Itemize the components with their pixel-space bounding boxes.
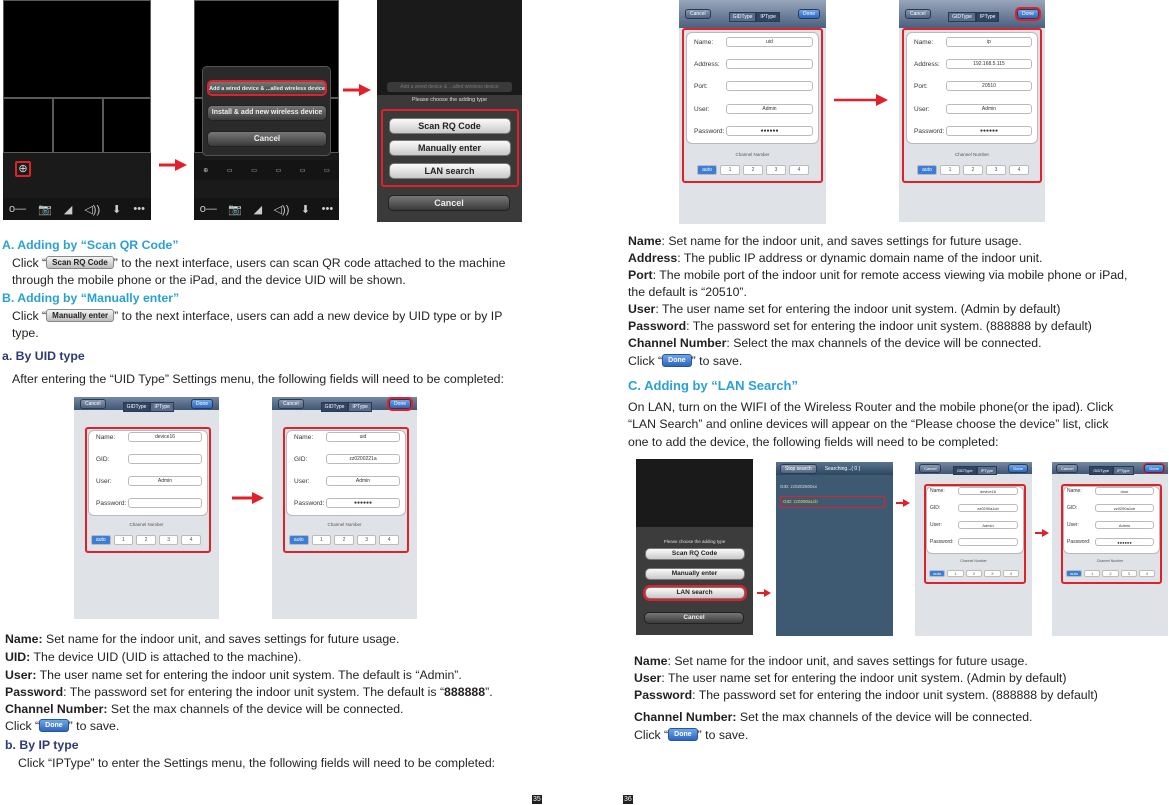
section-c-line3: one to add the device, the following fields will need to be completed: [628, 435, 999, 449]
channel-number-label: Channel Number [129, 522, 164, 527]
channel-number-label: Channel Number [735, 152, 770, 157]
stop-search-button[interactable]: Stop search [780, 464, 817, 474]
ip-user-desc: User: The user name set for entering the indoor unit system. (Admin by default) [628, 302, 1061, 316]
add-device-icon[interactable]: ⊕ [15, 161, 31, 177]
uid-type-title: a. By UID type [2, 349, 85, 363]
cancel-button[interactable]: Cancel [1056, 464, 1078, 473]
sheet-cancel-button[interactable]: Cancel [644, 612, 744, 624]
home-toolbar [3, 198, 151, 220]
user-input[interactable]: Admin [1095, 521, 1154, 529]
lan-search-screen [776, 462, 893, 636]
more-icon[interactable]: ••• [133, 203, 145, 215]
uid-channel-desc: Channel Number: Set the max channels of the device will be connected. [5, 702, 404, 716]
name-input[interactable]: device16 [128, 432, 202, 442]
ip-type-tab[interactable]: IPType [976, 12, 1000, 22]
ip-type-tab[interactable]: IPType [1113, 466, 1133, 475]
section-a-line1: Click “ Scan RQ Code ” to the next interface, users can scan QR code attached to the machine [12, 256, 506, 270]
uid-type-intro: After entering the “UID Type” Settings menu, the following fields will need to be completed: [12, 372, 504, 386]
done-inline-button: Done [668, 728, 698, 741]
name-input[interactable]: uid [326, 432, 400, 442]
ip-click-done: Click “ Done ” to save. [628, 354, 743, 368]
address-input[interactable] [726, 59, 813, 69]
home-screen [3, 0, 151, 220]
adding-type-screen [377, 0, 522, 222]
uid-form-empty: Cancel GIDType IPType Done Name: device16 GID: User: Admin Password: Channel Number auto 1 2 3 4 [74, 397, 219, 619]
section-c-line1: On LAN, turn on the WIFI of the Wireless Router and the mobile phone(or the ipad). Click [628, 400, 1114, 414]
name-input[interactable]: ip [946, 37, 1032, 47]
ip-port-desc-2: the default is “20510”. [628, 285, 747, 299]
section-c-line2: “LAN Search” and online devices will appear on the “Please choose the device” list, click [628, 417, 1109, 431]
uid-type-tab[interactable]: GIDType [948, 12, 976, 22]
user-input[interactable]: Admin [326, 476, 400, 486]
port-input[interactable]: 20510 [946, 81, 1032, 91]
scan-qr-button[interactable]: Scan RQ Code [645, 548, 745, 560]
channel-number-label: Channel Number [960, 559, 987, 563]
ip-type-tab[interactable]: IPType [150, 402, 174, 412]
name-input[interactable]: uid [726, 37, 813, 47]
lan-password-desc: Password: The password set for entering the indoor unit system. (888888 by default) [634, 688, 1098, 702]
scan-qr-inline-button: Scan RQ Code [46, 256, 114, 269]
password-input[interactable]: ●●●●●● [946, 126, 1032, 136]
record-icon[interactable]: ◢ [63, 203, 73, 216]
gid-input[interactable]: zz0290a1cb [1095, 504, 1154, 512]
uid-form-filled: Cancel GIDType IPType Done Name: uid GID: zz0200221a User: Admin Password: ●●●●●● Channel Number auto 1 2 3 4 [272, 397, 417, 619]
lan-uid-form-empty: Cancel GIDType IPType Done Name: device16 GID: zz0290a1cb User: Admin Password: Channel Number auto 1 2 3 4 [915, 462, 1032, 636]
uid-type-tab[interactable]: GIDType [729, 12, 757, 22]
ip-type-intro: Click “IPType” to enter the Settings menu, the following fields will need to be completed: [18, 756, 496, 770]
ip-form-empty: Cancel GIDType IPType Done Name: uid Address: Port: User: Admin Password: ●●●●●● Channel Number auto 1 2 3 4 [679, 0, 826, 224]
lan-type-screen [636, 459, 753, 635]
section-b-title: B. Adding by “Manually enter” [2, 291, 180, 305]
ip-password-desc: Password: The password set for entering the indoor unit system. (888888 by default) [628, 319, 1092, 333]
search-status: Searching...( 0 ) [824, 465, 861, 472]
user-input[interactable]: Admin [726, 104, 813, 114]
lan-name-desc: Name: Set name for the indoor unit, and saves settings for future usage. [634, 654, 1028, 668]
lan-user-desc: User: The user name set for entering the indoor unit system. (Admin by default) [634, 671, 1067, 685]
lan-click-done: Click “ Done ” to save. [634, 728, 749, 742]
ip-address-desc: Address: The public IP address or dynamic domain name of the indoor unit. [628, 251, 1043, 265]
port-input[interactable] [726, 81, 813, 91]
done-button[interactable]: Done [1144, 464, 1164, 473]
sheet-prompt: Please choose the adding type [411, 97, 488, 103]
channel-number-label: Channel Number [1096, 559, 1124, 563]
cancel-button[interactable]: Cancel [278, 399, 304, 409]
section-a-title: A. Adding by “Scan QR Code” [2, 238, 179, 252]
cancel-button[interactable]: Cancel [919, 464, 941, 473]
gid-input[interactable]: zz0200221a [326, 454, 400, 464]
section-b-line2: type. [12, 326, 39, 340]
sheet-prompt: Please choose the adding type [663, 539, 726, 544]
section-b-line1: Click “ Manually enter ” to the next interface, users can add a new device by UID type or by IP [12, 309, 503, 323]
ip-type-tab[interactable]: IPType [348, 402, 372, 412]
lan-uid-form-filled: Cancel GIDType IPType Done Name: door GID: zz0290a1cb User: Admin Password: ●●●●●● Channel Number auto 1 2 3 4 [1052, 462, 1168, 636]
uid-click-done: Click “ Done ” to save. [5, 719, 120, 733]
ip-type-title: b. By IP type [5, 738, 79, 752]
page-number-left: 35 [533, 796, 541, 803]
uid-user-desc: User: The user name set for entering the indoor unit system. The default is “Admin”. [5, 668, 462, 682]
sheet-cancel-button[interactable]: Cancel [388, 195, 510, 211]
ip-form-filled: Cancel GIDType IPType Done Name: ip Address: 192.168.5.115 Port: 20510 User: Admin Password: ●●●●●● Channel Number auto 1 2 3 4 [899, 0, 1045, 222]
channel-number-label: Channel Number [327, 522, 362, 527]
done-button[interactable]: Done [191, 399, 213, 409]
section-a-line2: through the mobile phone or the iPad, and the device UID will be shown. [12, 273, 406, 287]
section-c-title: C. Adding by “LAN Search” [628, 378, 798, 393]
lan-channel-desc: Channel Number: Set the max channels of the device will be connected. [634, 710, 1033, 724]
name-input[interactable]: device16 [958, 487, 1018, 495]
ip-type-tab[interactable]: IPType [756, 12, 780, 22]
address-input[interactable]: 192.168.5.115 [946, 59, 1032, 69]
user-input[interactable]: Admin [946, 104, 1032, 114]
home-toolbar: ⊕ ▭ ▭ ▭ ▭ ▭ [194, 160, 339, 180]
done-inline-button: Done [662, 354, 692, 367]
name-input[interactable]: door [1095, 487, 1154, 495]
cancel-button[interactable]: Cancel [80, 399, 106, 409]
add-menu-screen: Add a wired device & ...alled wireless device Install & add new wireless device Cancel ⊕ ▭ ▭ ▭ ▭ ▭ o— 📷 ◢ ◁)) ⬇ ••• [194, 0, 339, 220]
password-input[interactable]: ●●●●●● [1095, 538, 1154, 546]
gid-input[interactable] [128, 454, 202, 464]
speaker-icon[interactable]: ◁)) [84, 203, 101, 216]
user-input[interactable]: Admin [958, 521, 1018, 529]
done-inline-button: Done [39, 719, 69, 732]
user-input[interactable]: Admin [128, 476, 202, 486]
uid-password-desc: Password: The password set for entering the indoor unit system. The default is “888888”. [5, 685, 493, 699]
done-button[interactable]: Done [1008, 464, 1028, 473]
gid-input[interactable]: zz0290a1cb [958, 504, 1018, 512]
install-wireless-item[interactable]: Install & add new wireless device [207, 105, 327, 121]
key-icon[interactable]: o— [9, 203, 27, 215]
password-input[interactable]: ●●●●●● [726, 126, 813, 136]
done-button[interactable]: Done [798, 9, 820, 19]
uid-type-tab[interactable]: GIDType [123, 402, 151, 412]
scan-qr-button[interactable]: Scan RQ Code [389, 118, 511, 134]
ip-channel-desc: Channel Number: Select the max channels of the device will be connected. [628, 336, 1042, 350]
menu-cancel-button[interactable]: Cancel [207, 131, 327, 147]
camera-icon[interactable]: 📷 [38, 203, 52, 216]
lan-search-button[interactable]: LAN search [645, 587, 745, 599]
cancel-button[interactable]: Cancel [685, 9, 711, 19]
hidden-menu-item: Add a wired device & ...alled wireless device [387, 82, 512, 92]
ip-type-tab[interactable]: IPType [977, 466, 997, 475]
manually-enter-inline-button: Manually enter [46, 309, 114, 322]
password-input[interactable]: ●●●●●● [326, 498, 400, 508]
password-input[interactable] [128, 498, 202, 508]
cancel-button[interactable]: Cancel [905, 9, 931, 19]
uid-uid-desc: UID: The device UID (UID is attached to the machine). [5, 650, 302, 664]
device-list-item[interactable]: GID: zz0202500xx [780, 484, 818, 489]
uid-type-tab[interactable]: GIDType [953, 466, 977, 475]
uid-name-desc: Name: Set name for the indoor unit, and saves settings for future usage. [5, 632, 400, 646]
page-number-right: 36 [624, 796, 632, 803]
add-wired-device-item[interactable]: Add a wired device & ...alled wireless device [207, 80, 327, 96]
ip-name-desc: Name: Set name for the indoor unit, and saves settings for future usage. [628, 234, 1022, 248]
password-input[interactable] [958, 538, 1018, 546]
lan-search-button[interactable]: LAN search [389, 163, 511, 179]
channel-number-label: Channel Number [954, 152, 990, 157]
uid-type-tab[interactable]: GIDType [1089, 466, 1113, 475]
uid-type-tab[interactable]: GIDType [321, 402, 349, 412]
manually-enter-button[interactable]: Manually enter [645, 568, 745, 580]
mic-icon[interactable]: ⬇ [112, 203, 122, 216]
done-button[interactable]: Done [1017, 9, 1039, 19]
device-list-item[interactable]: GID: zz0290a1cb [780, 496, 885, 508]
ip-port-desc: Port: The mobile port of the indoor unit for remote access viewing via mobile phone or iPad, [628, 268, 1128, 282]
manually-enter-button[interactable]: Manually enter [389, 140, 511, 156]
done-button[interactable]: Done [389, 399, 411, 409]
